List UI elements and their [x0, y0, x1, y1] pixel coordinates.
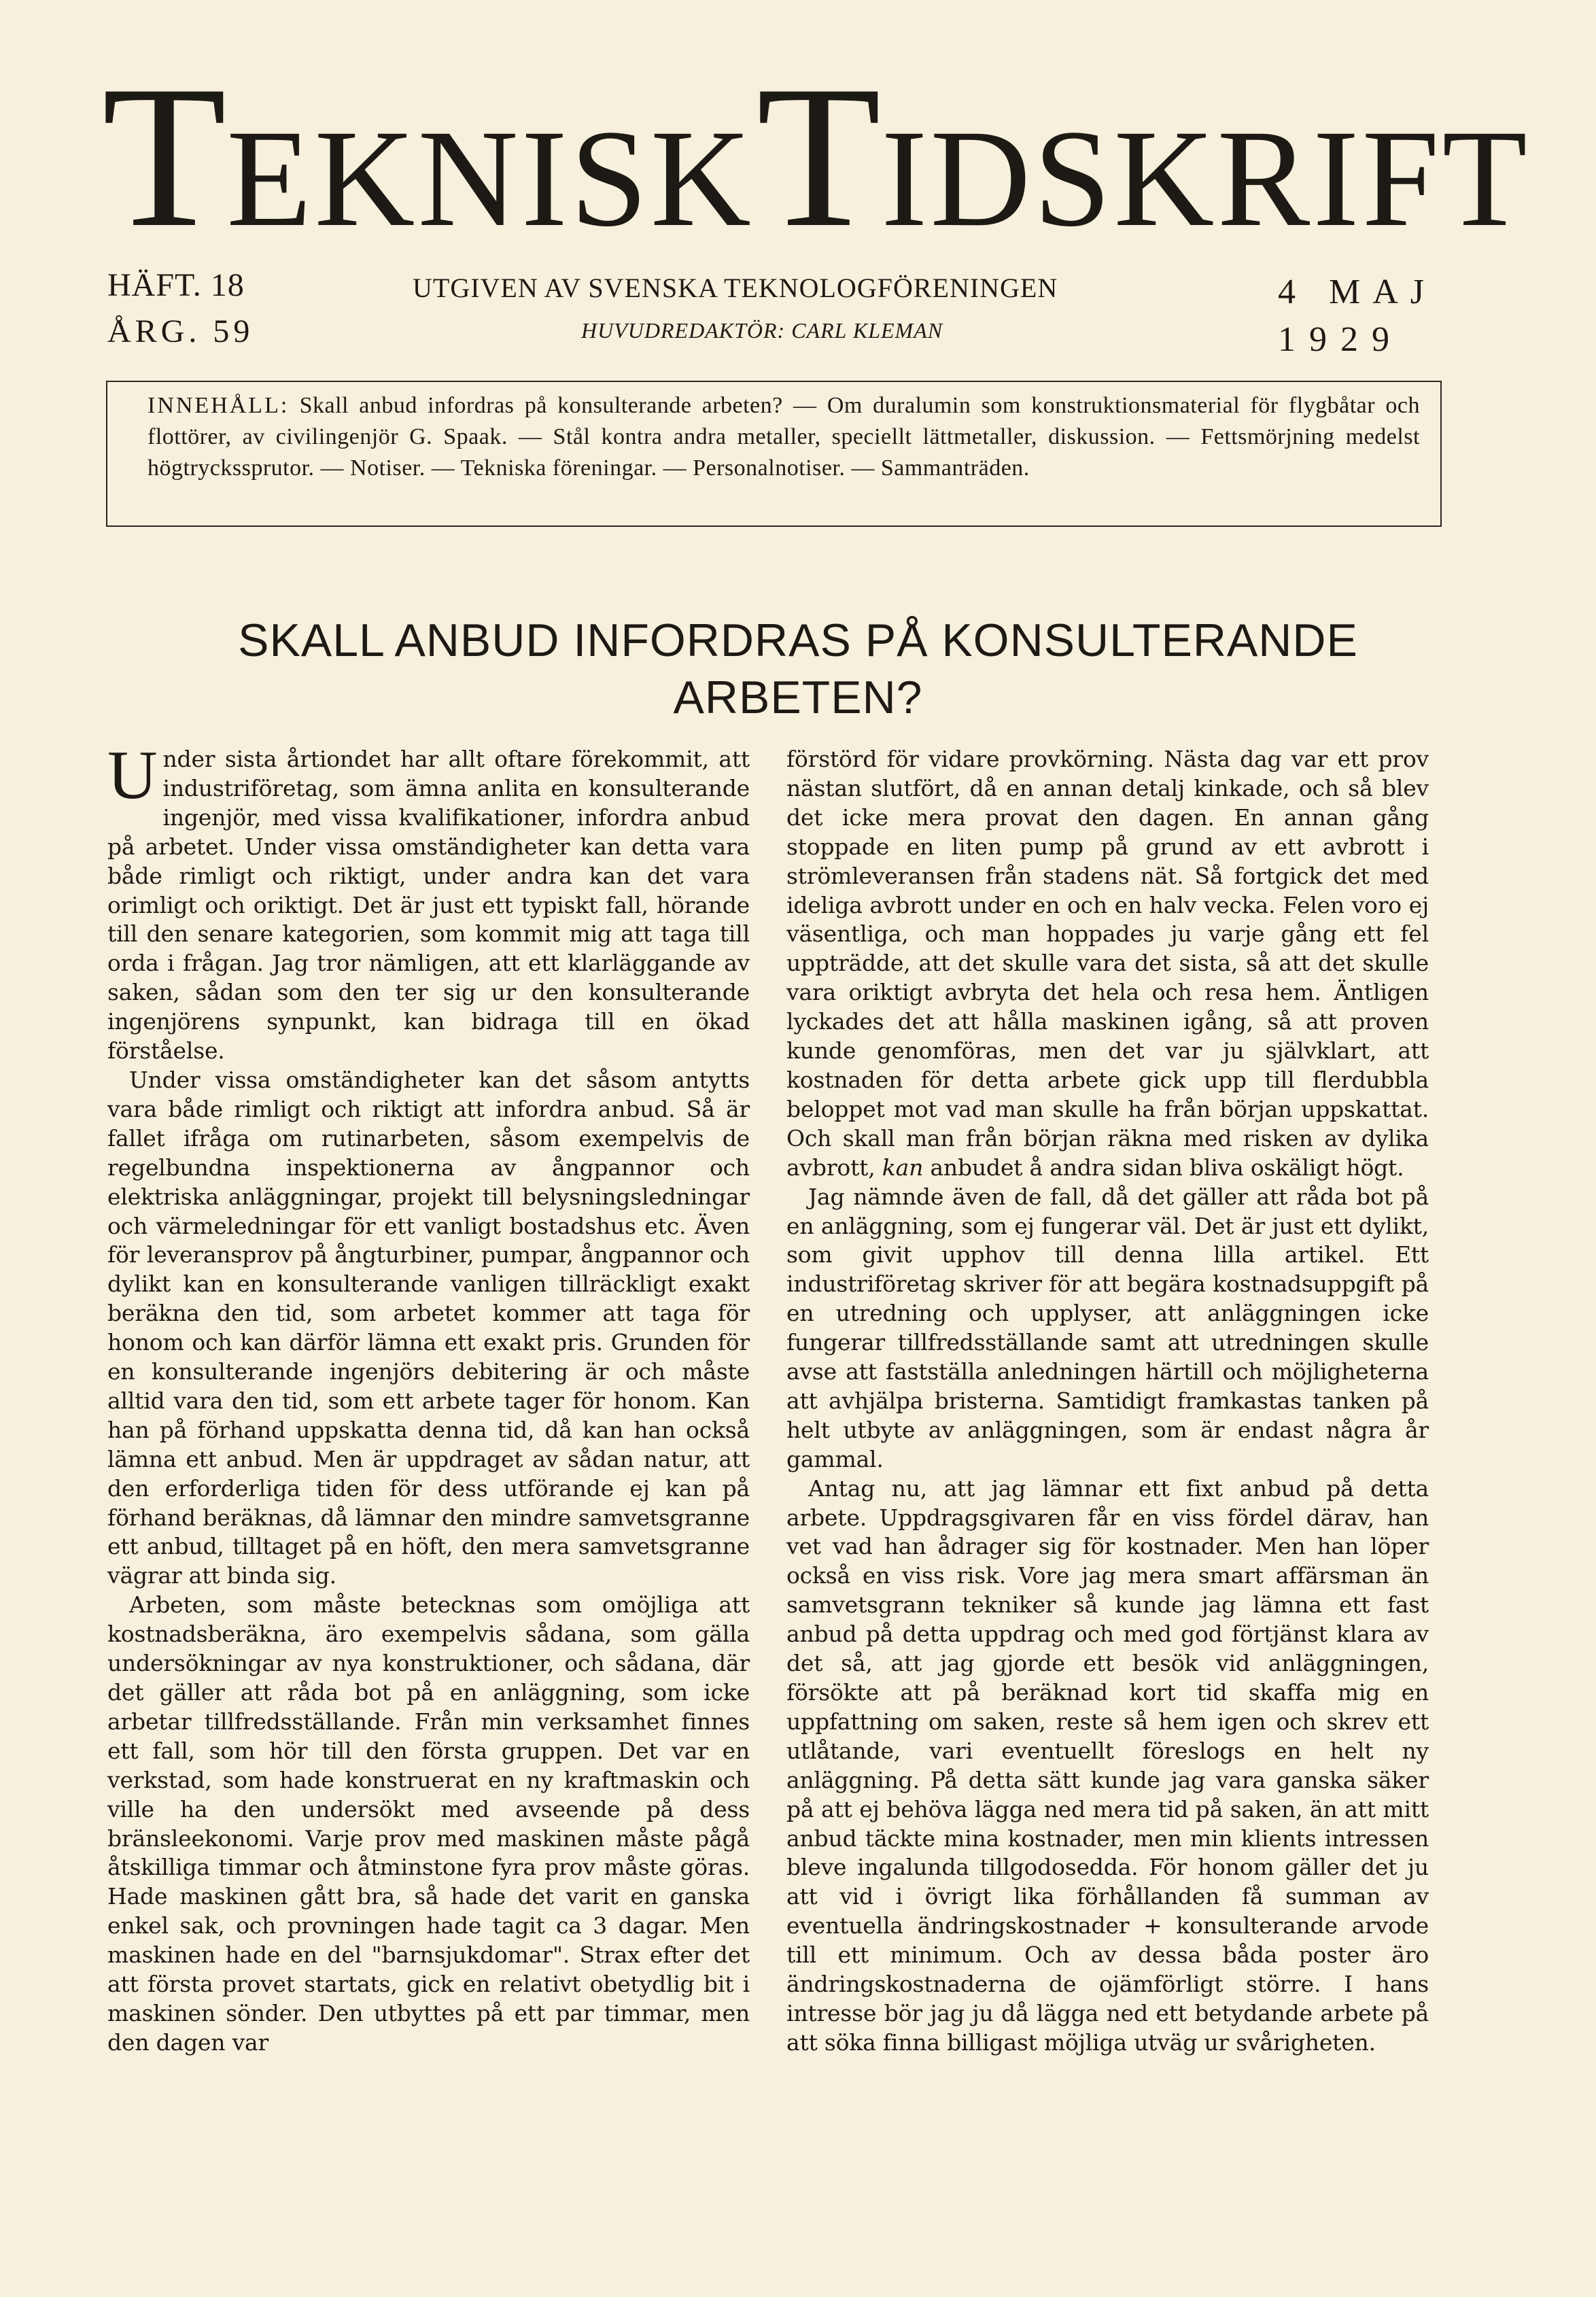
paragraph-text: förstörd för vidare provkörning. Nästa dag var ett prov nästan slutfört, då en annan detalj kinkade, och så blev det icke mera provat den dagen. En annan gång stoppade en liten pump på grund av ett avbrott i strömleveransen från stadens nät. Så fortgick det med ideliga avbrott under en och en halv vecka. Felen voro ej väsentliga, och man hoppades ju varje gång ett fel uppträdde, att det skulle vara det sista, så att det skulle vara oriktigt avbryta det hela och resa hem. Äntligen lyckades det att hålla maskinen igång, så att proven kunde genomföras, men det var ju självklart, att kostnaden för detta arbete gick upp till flerdubbla beloppet mot vad man skulle ha från början uppskattat. Och skall man från början räkna med risken av dylika avbrott,: [786, 746, 1429, 1181]
issue-number: HÄFT. 18: [107, 267, 245, 303]
paragraph-text-tail: anbudet å andra sidan bliva oskäligt högt.: [923, 1154, 1404, 1181]
drop-cap: U: [107, 737, 158, 814]
article-column-left: [107, 737, 750, 2058]
table-of-contents-box: [106, 381, 1442, 527]
masthead-initial-2: T: [756, 44, 882, 269]
editor-line: HUVUDREDAKTÖR: CARL KLEMAN: [581, 318, 943, 343]
masthead-initial-1: T: [102, 44, 227, 269]
masthead-word-1: EKNISK: [226, 101, 754, 256]
paragraph: Arbeten, som måste betecknas som omöjliga att kostnadsberäkna, äro exempelvis sådana, som gälla undersökningar av nya konstruktioner, och sådana, där det gäller att råda bot på en anläggning, som icke arbetar tillfredsställande. Från min verksamhet finnes ett fall, som hör till den första gruppen. Det var en verkstad, som hade konstruerat en ny kraftmaskin och ville ha den undersökt med avseende på dess bränsleekonomi. Varje prov med maskinen måste pågå åtskilliga timmar och åtminstone fyra prov måste göras. Hade maskinen gått bra, så hade det varit en ganska enkel sak, och provningen hade tagit ca 3 dagar. Men maskinen hade en del "barnsjukdomar". Strax efter det att första provet startats, gick en relativt obetydlig bit i maskinen sönder. Den utbyttes på ett par timmar, men den dagen var: [107, 1591, 750, 2056]
volume-number: ÅRG. 59: [107, 313, 254, 349]
masthead-word-2: IDSKRIFT: [881, 101, 1530, 256]
emphasis-text: kan: [882, 1154, 924, 1181]
masthead-title: [102, 44, 1530, 269]
issue-date: 4 MAJ: [1278, 273, 1437, 311]
paragraph-text: nder sista årtiondet har allt oftare förekommit, att industriföretag, som ämna anlita en konsulterande ingenjör, med vissa kvalifikationer, infordra anbud på arbetet. Under vissa omständigheter kan detta vara både rimligt och riktigt, under andra kan det vara orimligt och oriktigt. Det är just ett typiskt fall, hörande till den senare kategorien, som kommit mig att taga till orda i frågan. Jag tror nämligen, att ett klarläggande av saken, sådan som den ter sig ur den konsulterande ingenjörens synpunkt, kan bidraga till en ökad förståelse.: [107, 746, 750, 1065]
paragraph: Under vissa omständigheter kan det såsom antytts vara både rimligt och riktigt att infordra anbud. Så är fallet ifråga om rutinarbeten, såsom exempelvis de regelbundna inspektionerna av ångpannor och elektriska anläggningar, projekt till belysningsledningar och värmeledningar för ett vanligt bostadshus etc. Även för leveransprov på ångturbiner, pumpar, ångpannor och dylikt kan en konsulterande vanligen tillräckligt exakt beräkna den tid, som arbetet kommer att taga för honom och kan därför lämna ett exakt pris. Grunden för en konsulterande ingenjörs debitering är och måste alltid vara den tid, som ett arbete tager för honom. Kan han på förhand uppskatta denna tid, då kan han också lämna ett anbud. Men är uppdraget av sådan natur, att den erforderliga tiden för dess utförande ej kan på förhand beräknas, då lämnar den mindre samvetsgranne ett anbud, tilltaget på en höft, den mera samvetsgranne vägrar att binda sig.: [107, 1066, 750, 1589]
article-title: SKALL ANBUD INFORDRAS PÅ KONSULTERANDE ARBETEN?: [238, 615, 1358, 723]
paragraph: [786, 745, 1429, 1183]
contents-text: Skall anbud infordras på konsulterande arbeten? — Om duralumin som konstruktionsmaterial för flygbåtar och flottörer, av civilingenjör G. Spaak. — Stål kontra andra metaller, speciellt lättmetaller, diskussion. — Fettsmörjning medelst högtryckssprutor. — Notiser. — Tekniska föreningar. — Personalnotiser. — Sammanträden.: [148, 393, 1420, 481]
paragraph: Antag nu, att jag lämnar ett fixt anbud på detta arbete. Uppdragsgivaren får en viss fördel därav, han vet vad han ådrager sig för kostnader. Men han löper också en viss risk. Vore jag mera smart affärsman än samvetsgrann tekniker så kunde jag lämna ett fast anbud på detta uppdrag och med god förtjänst klara av det så, att jag gjorde ett besök vid anläggningen, försökte att på beräknad kort tid skaffa mig en uppfattning om saken, reste så hem igen och skrev ett utlåtande, vari eventuellt föreslogs en helt ny anläggning. På detta sätt kunde jag vara ganska säker på att ej behöva lägga ned mera tid på saken, än att mitt anbud täckte mina kostnader, men min klients intressen bleve ingalunda tillgodosedda. För honom gäller det ju att vid i övrigt lika förhållanden få summan av eventuella ändringskostnader + konsulterande arvode till ett minimum. Och av dessa båda poster äro ändringskostnaderna de ojämförligt större. I hans intresse bör jag ju då lägga ned ett betydande arbete på att söka finna billigast möjliga utväg ur svårigheten.: [786, 1474, 1429, 2056]
issue-year: 1929: [1278, 320, 1403, 359]
contents-label: INNEHÅLL:: [148, 393, 290, 418]
publisher-line: UTGIVEN AV SVENSKA TEKNOLOGFÖRENINGEN: [413, 273, 1058, 303]
paragraph: [107, 737, 750, 1066]
article-column-right: [786, 745, 1429, 2058]
paragraph: Jag nämnde även de fall, då det gäller att råda bot på en anläggning, som ej fungerar väl. Det är just ett dylikt, som givit upphov till denna lilla artikel. Ett industriföretag skriver för att begära kostnadsuppgift på en utredning och upplyser, att anläggningen icke fungerar tillfredsställande samt att utredningen skulle avse att fastställa anledningen härtill och möjligheterna att avhjälpa bristerna. Samtidigt framkastas tanken på helt utbyte av anläggningen, som är endast några år gammal.: [786, 1183, 1429, 1472]
